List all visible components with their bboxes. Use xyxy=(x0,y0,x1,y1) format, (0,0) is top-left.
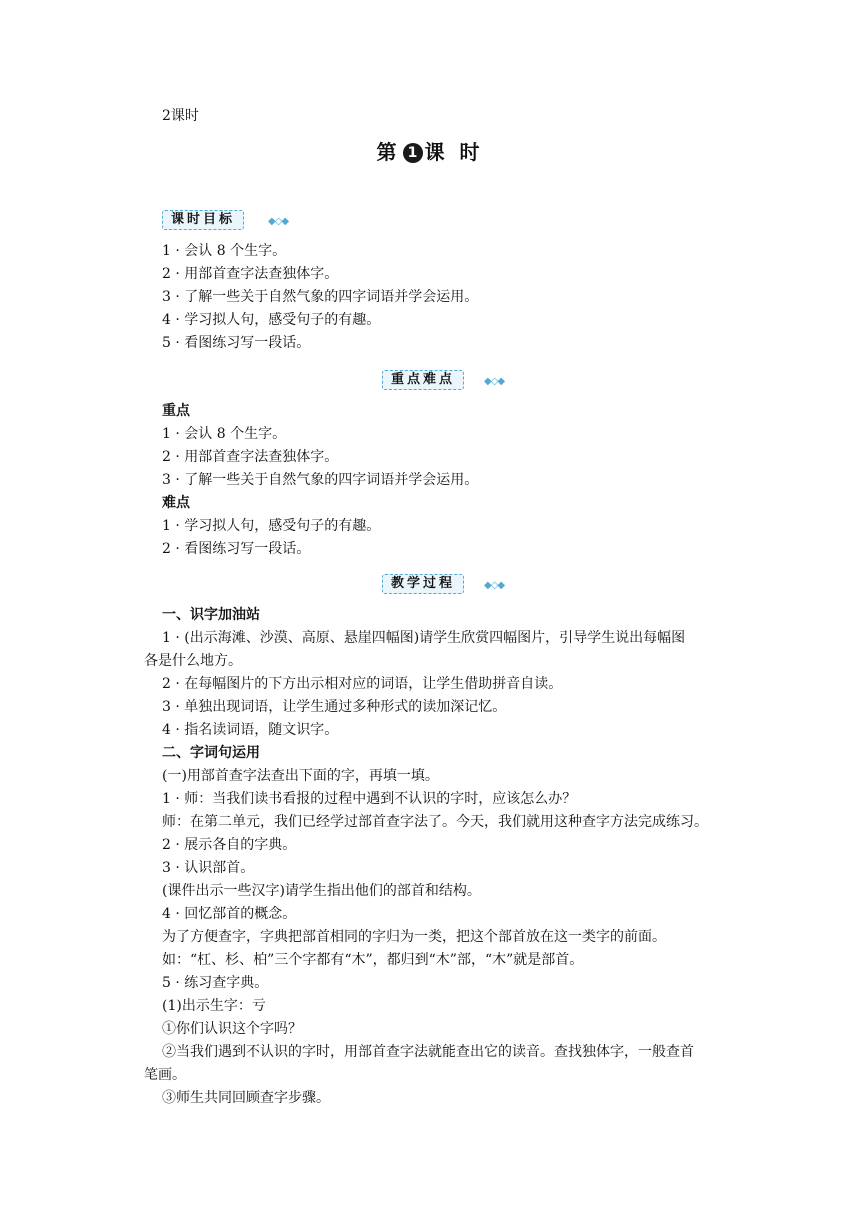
nandian-label: 难点 xyxy=(162,495,190,511)
section-tag-process xyxy=(382,574,512,594)
paragraph: 3 · 认识部首。 xyxy=(162,860,255,876)
zhongdian-label: 重点 xyxy=(162,403,190,419)
difficulty-item: 2 · 看图练习写一段话。 xyxy=(162,541,311,557)
goal-item: 4 · 学习拟人句，感受句子的有趣。 xyxy=(162,312,381,328)
paragraph: 3 · 单独出现词语，让学生通过多种形式的读加深记忆。 xyxy=(162,699,507,715)
goal-item: 2 · 用部首查字法查独体字。 xyxy=(162,266,339,282)
goal-item: 5 · 看图练习写一段话。 xyxy=(162,335,311,351)
section-tag-key xyxy=(382,370,512,390)
paragraph: ①你们认识这个字吗？ xyxy=(162,1021,302,1037)
lesson-number-circle: 1 xyxy=(403,143,423,163)
goal-item: 1 · 会认 8 个生字。 xyxy=(162,243,287,259)
paragraph: (1)出示生字：亏 xyxy=(162,998,266,1014)
lesson-count-label: 2课时 xyxy=(162,108,199,124)
paragraph: (课件出示一些汉字)请学生指出他们的部首和结构。 xyxy=(162,883,481,899)
part-heading: 二、字词句运用 xyxy=(162,745,260,761)
section-tag-goals xyxy=(162,210,302,230)
difficulty-item: 1 · 学习拟人句，感受句子的有趣。 xyxy=(162,518,381,534)
paragraph: 4 · 回忆部首的概念。 xyxy=(162,906,297,922)
section-tag-goals-label: 课时目标 xyxy=(162,210,244,230)
section-tag-key-label: 重点难点 xyxy=(382,370,464,390)
goal-item: 3 · 了解一些关于自然气象的四字词语并学会运用。 xyxy=(162,289,479,305)
paragraph: 师：在第二单元，我们已经学过部首查字法了。今天，我们就用这种查字方法完成练习。 xyxy=(162,814,708,830)
section-tag-process-label: 教学过程 xyxy=(382,574,464,594)
sparkle-icon: ◆◇◆ xyxy=(484,580,505,591)
paragraph: 各是什么地方。 xyxy=(144,653,242,669)
paragraph: ③师生共同回顾查字步骤。 xyxy=(162,1090,330,1106)
paragraph: 2 · 展示各自的字典。 xyxy=(162,837,297,853)
lesson-title-prefix: 第 xyxy=(376,140,401,164)
paragraph: 如：“杠、杉、柏”三个字都有“木”，都归到“木”部，“木”就是部首。 xyxy=(162,952,584,968)
paragraph: 笔画。 xyxy=(144,1067,186,1083)
paragraph: 为了方便查字，字典把部首相同的字归为一类，把这个部首放在这一类字的前面。 xyxy=(162,929,666,945)
key-item: 2 · 用部首查字法查独体字。 xyxy=(162,449,339,465)
paragraph: 1 · 师：当我们读书看报的过程中遇到不认识的字时，应该怎么办？ xyxy=(162,791,577,807)
paragraph: 5 · 练习查字典。 xyxy=(162,975,269,991)
paragraph: ②当我们遇到不认识的字时，用部首查字法就能查出它的读音。查找独体字，一般查首 xyxy=(162,1044,694,1060)
part-heading: 一、识字加油站 xyxy=(162,607,260,623)
sparkle-icon: ◆◇◆ xyxy=(268,216,289,227)
lesson-title xyxy=(0,136,860,165)
paragraph: 4 · 指名读词语，随文识字。 xyxy=(162,722,339,738)
sparkle-icon: ◆◇◆ xyxy=(484,376,505,387)
paragraph: 1 · (出示海滩、沙漠、高原、悬崖四幅图)请学生欣赏四幅图片，引导学生说出每幅图 xyxy=(162,630,686,646)
key-item: 3 · 了解一些关于自然气象的四字词语并学会运用。 xyxy=(162,472,479,488)
paragraph: (一)用部首查字法查出下面的字，再填一填。 xyxy=(162,768,439,784)
lesson-title-suffix: 课 时 xyxy=(424,140,484,164)
key-item: 1 · 会认 8 个生字。 xyxy=(162,426,287,442)
paragraph: 2 · 在每幅图片的下方出示相对应的词语，让学生借助拼音自读。 xyxy=(162,676,563,692)
